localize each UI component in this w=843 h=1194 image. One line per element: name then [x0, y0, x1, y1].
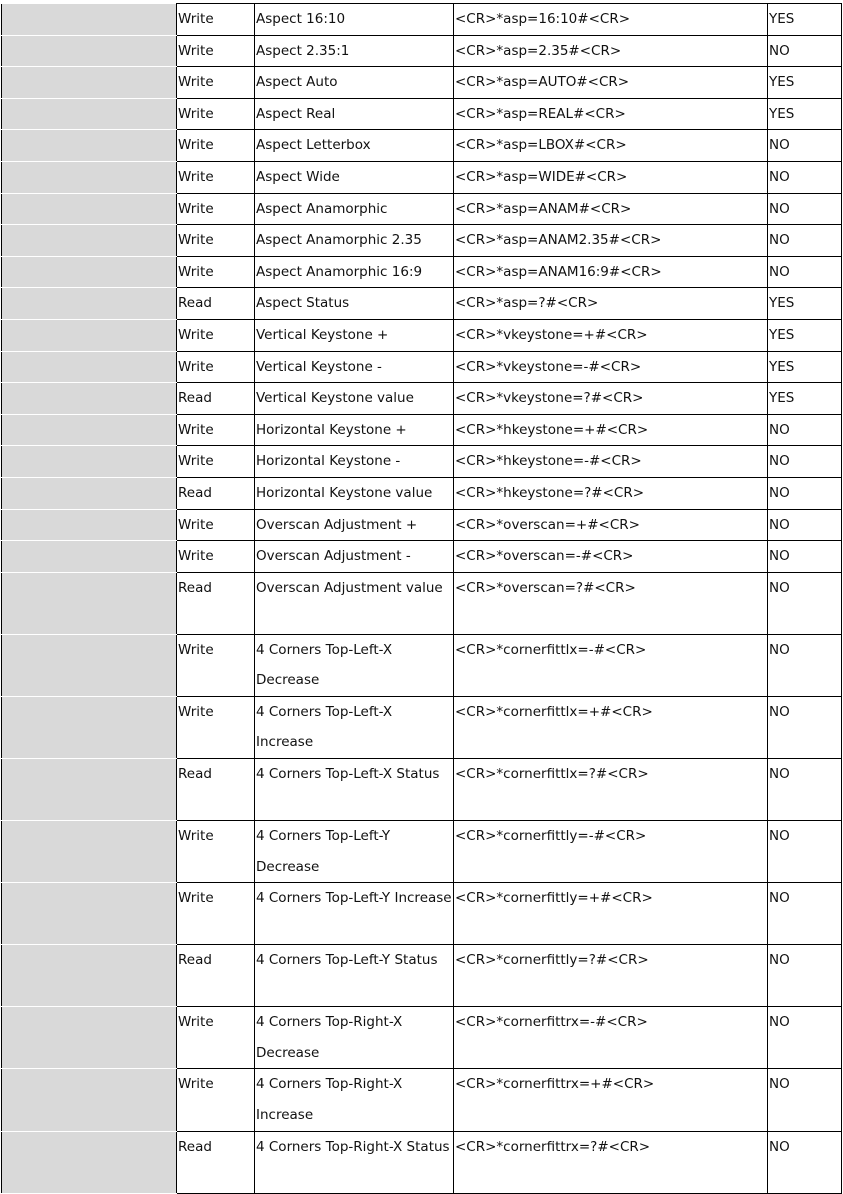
type-cell: Write — [177, 696, 255, 758]
type-cell: Read — [177, 759, 255, 821]
function-cell: Horizontal Keystone + — [255, 414, 454, 446]
command-table-body — [2, 4, 842, 1194]
table-row — [2, 1007, 842, 1069]
command-cell: <CR>*cornerfittly=-#<CR> — [454, 821, 768, 883]
type-cell: Read — [177, 477, 255, 509]
command-cell: <CR>*cornerfittrx=+#<CR> — [454, 1069, 768, 1131]
type-cell: Write — [177, 509, 255, 541]
function-cell: Aspect Real — [255, 98, 454, 130]
table-row — [2, 821, 842, 883]
type-cell: Write — [177, 67, 255, 99]
type-cell: Write — [177, 319, 255, 351]
type-cell: Write — [177, 351, 255, 383]
table-row — [2, 35, 842, 67]
category-cell — [2, 572, 177, 634]
category-cell — [2, 446, 177, 478]
table-row — [2, 477, 842, 509]
type-cell: Write — [177, 225, 255, 257]
function-cell: Aspect 2.35:1 — [255, 35, 454, 67]
supported-cell: NO — [768, 1131, 842, 1193]
table-row — [2, 67, 842, 99]
table-row — [2, 161, 842, 193]
type-cell: Write — [177, 161, 255, 193]
category-cell — [2, 759, 177, 821]
command-cell: <CR>*asp=?#<CR> — [454, 288, 768, 320]
function-cell: Overscan Adjustment - — [255, 541, 454, 573]
type-cell: Write — [177, 634, 255, 696]
function-cell: Vertical Keystone + — [255, 319, 454, 351]
command-cell: <CR>*cornerfittrx=-#<CR> — [454, 1007, 768, 1069]
supported-cell: YES — [768, 288, 842, 320]
command-cell: <CR>*hkeystone=+#<CR> — [454, 414, 768, 446]
table-row — [2, 288, 842, 320]
command-cell: <CR>*vkeystone=-#<CR> — [454, 351, 768, 383]
command-cell: <CR>*vkeystone=+#<CR> — [454, 319, 768, 351]
function-cell: 4 Corners Top-Left-Y Decrease — [255, 821, 454, 883]
category-cell — [2, 4, 177, 36]
command-cell: <CR>*asp=LBOX#<CR> — [454, 130, 768, 162]
table-row — [2, 883, 842, 945]
function-cell: Aspect Anamorphic 16:9 — [255, 256, 454, 288]
supported-cell: NO — [768, 225, 842, 257]
function-cell: 4 Corners Top-Left-Y Status — [255, 945, 454, 1007]
table-row — [2, 351, 842, 383]
category-cell — [2, 634, 177, 696]
category-cell — [2, 883, 177, 945]
function-cell: Overscan Adjustment + — [255, 509, 454, 541]
command-cell: <CR>*cornerfittly=?#<CR> — [454, 945, 768, 1007]
function-cell: 4 Corners Top-Right-X Status — [255, 1131, 454, 1193]
command-cell: <CR>*overscan=+#<CR> — [454, 509, 768, 541]
table-row — [2, 634, 842, 696]
function-cell: Aspect Auto — [255, 67, 454, 99]
command-cell: <CR>*asp=2.35#<CR> — [454, 35, 768, 67]
supported-cell: YES — [768, 319, 842, 351]
function-cell: Horizontal Keystone - — [255, 446, 454, 478]
function-cell: 4 Corners Top-Left-X Status — [255, 759, 454, 821]
command-cell: <CR>*cornerfittrx=?#<CR> — [454, 1131, 768, 1193]
supported-cell: NO — [768, 696, 842, 758]
command-cell: <CR>*asp=ANAM16:9#<CR> — [454, 256, 768, 288]
table-row — [2, 193, 842, 225]
supported-cell: NO — [768, 759, 842, 821]
command-cell: <CR>*cornerfittlx=+#<CR> — [454, 696, 768, 758]
category-cell — [2, 821, 177, 883]
category-cell — [2, 1007, 177, 1069]
type-cell: Write — [177, 414, 255, 446]
table-row — [2, 4, 842, 36]
category-cell — [2, 541, 177, 573]
function-cell: Aspect Status — [255, 288, 454, 320]
function-cell: 4 Corners Top-Left-Y Increase — [255, 883, 454, 945]
type-cell: Write — [177, 541, 255, 573]
supported-cell: NO — [768, 634, 842, 696]
category-cell — [2, 477, 177, 509]
table-row — [2, 759, 842, 821]
supported-cell: NO — [768, 193, 842, 225]
supported-cell: NO — [768, 256, 842, 288]
category-cell — [2, 256, 177, 288]
table-row — [2, 572, 842, 634]
supported-cell: NO — [768, 477, 842, 509]
category-cell — [2, 509, 177, 541]
type-cell: Write — [177, 4, 255, 36]
supported-cell: YES — [768, 383, 842, 415]
supported-cell: NO — [768, 509, 842, 541]
supported-cell: NO — [768, 35, 842, 67]
category-cell — [2, 1069, 177, 1131]
type-cell: Read — [177, 288, 255, 320]
table-row — [2, 541, 842, 573]
type-cell: Write — [177, 1069, 255, 1131]
category-cell — [2, 351, 177, 383]
supported-cell: NO — [768, 1069, 842, 1131]
category-cell — [2, 696, 177, 758]
supported-cell: NO — [768, 130, 842, 162]
table-row — [2, 696, 842, 758]
category-cell — [2, 67, 177, 99]
table-row — [2, 319, 842, 351]
table-row — [2, 1069, 842, 1131]
function-cell: Aspect Wide — [255, 161, 454, 193]
type-cell: Write — [177, 883, 255, 945]
function-cell: 4 Corners Top-Left-X Increase — [255, 696, 454, 758]
command-cell: <CR>*hkeystone=-#<CR> — [454, 446, 768, 478]
category-cell — [2, 35, 177, 67]
category-cell — [2, 383, 177, 415]
category-cell — [2, 319, 177, 351]
table-row — [2, 414, 842, 446]
supported-cell: YES — [768, 67, 842, 99]
table-row — [2, 509, 842, 541]
category-cell — [2, 288, 177, 320]
category-cell — [2, 225, 177, 257]
table-row — [2, 130, 842, 162]
supported-cell: NO — [768, 414, 842, 446]
supported-cell: NO — [768, 446, 842, 478]
function-cell: 4 Corners Top-Right-X Decrease — [255, 1007, 454, 1069]
command-cell: <CR>*asp=REAL#<CR> — [454, 98, 768, 130]
category-cell — [2, 414, 177, 446]
function-cell: Horizontal Keystone value — [255, 477, 454, 509]
type-cell: Read — [177, 1131, 255, 1193]
supported-cell: NO — [768, 541, 842, 573]
table-row — [2, 98, 842, 130]
function-cell: Aspect Anamorphic — [255, 193, 454, 225]
command-cell: <CR>*cornerfittlx=-#<CR> — [454, 634, 768, 696]
command-cell: <CR>*asp=AUTO#<CR> — [454, 67, 768, 99]
table-row — [2, 383, 842, 415]
table-row — [2, 446, 842, 478]
category-cell — [2, 1131, 177, 1193]
supported-cell: NO — [768, 161, 842, 193]
function-cell: Vertical Keystone - — [255, 351, 454, 383]
command-cell: <CR>*vkeystone=?#<CR> — [454, 383, 768, 415]
category-cell — [2, 945, 177, 1007]
function-cell: Aspect Anamorphic 2.35 — [255, 225, 454, 257]
table-row — [2, 945, 842, 1007]
type-cell: Write — [177, 98, 255, 130]
command-cell: <CR>*cornerfittly=+#<CR> — [454, 883, 768, 945]
function-cell: 4 Corners Top-Right-X Increase — [255, 1069, 454, 1131]
command-cell: <CR>*overscan=-#<CR> — [454, 541, 768, 573]
supported-cell: YES — [768, 351, 842, 383]
command-cell: <CR>*asp=ANAM#<CR> — [454, 193, 768, 225]
type-cell: Write — [177, 130, 255, 162]
function-cell: Vertical Keystone value — [255, 383, 454, 415]
type-cell: Write — [177, 821, 255, 883]
category-cell — [2, 98, 177, 130]
type-cell: Write — [177, 256, 255, 288]
command-cell: <CR>*asp=16:10#<CR> — [454, 4, 768, 36]
function-cell: 4 Corners Top-Left-X Decrease — [255, 634, 454, 696]
supported-cell: NO — [768, 1007, 842, 1069]
command-cell: <CR>*hkeystone=?#<CR> — [454, 477, 768, 509]
command-cell: <CR>*overscan=?#<CR> — [454, 572, 768, 634]
type-cell: Write — [177, 1007, 255, 1069]
command-cell: <CR>*asp=ANAM2.35#<CR> — [454, 225, 768, 257]
command-cell: <CR>*asp=WIDE#<CR> — [454, 161, 768, 193]
command-table — [1, 3, 842, 1194]
table-row — [2, 256, 842, 288]
table-row — [2, 1131, 842, 1193]
category-cell — [2, 130, 177, 162]
type-cell: Read — [177, 383, 255, 415]
command-cell: <CR>*cornerfittlx=?#<CR> — [454, 759, 768, 821]
function-cell: Overscan Adjustment value — [255, 572, 454, 634]
supported-cell: YES — [768, 98, 842, 130]
category-cell — [2, 193, 177, 225]
type-cell: Write — [177, 446, 255, 478]
type-cell: Read — [177, 572, 255, 634]
supported-cell: NO — [768, 945, 842, 1007]
function-cell: Aspect 16:10 — [255, 4, 454, 36]
supported-cell: NO — [768, 572, 842, 634]
supported-cell: NO — [768, 883, 842, 945]
category-cell — [2, 161, 177, 193]
supported-cell: YES — [768, 4, 842, 36]
type-cell: Write — [177, 193, 255, 225]
supported-cell: NO — [768, 821, 842, 883]
table-row — [2, 225, 842, 257]
function-cell: Aspect Letterbox — [255, 130, 454, 162]
type-cell: Read — [177, 945, 255, 1007]
type-cell: Write — [177, 35, 255, 67]
